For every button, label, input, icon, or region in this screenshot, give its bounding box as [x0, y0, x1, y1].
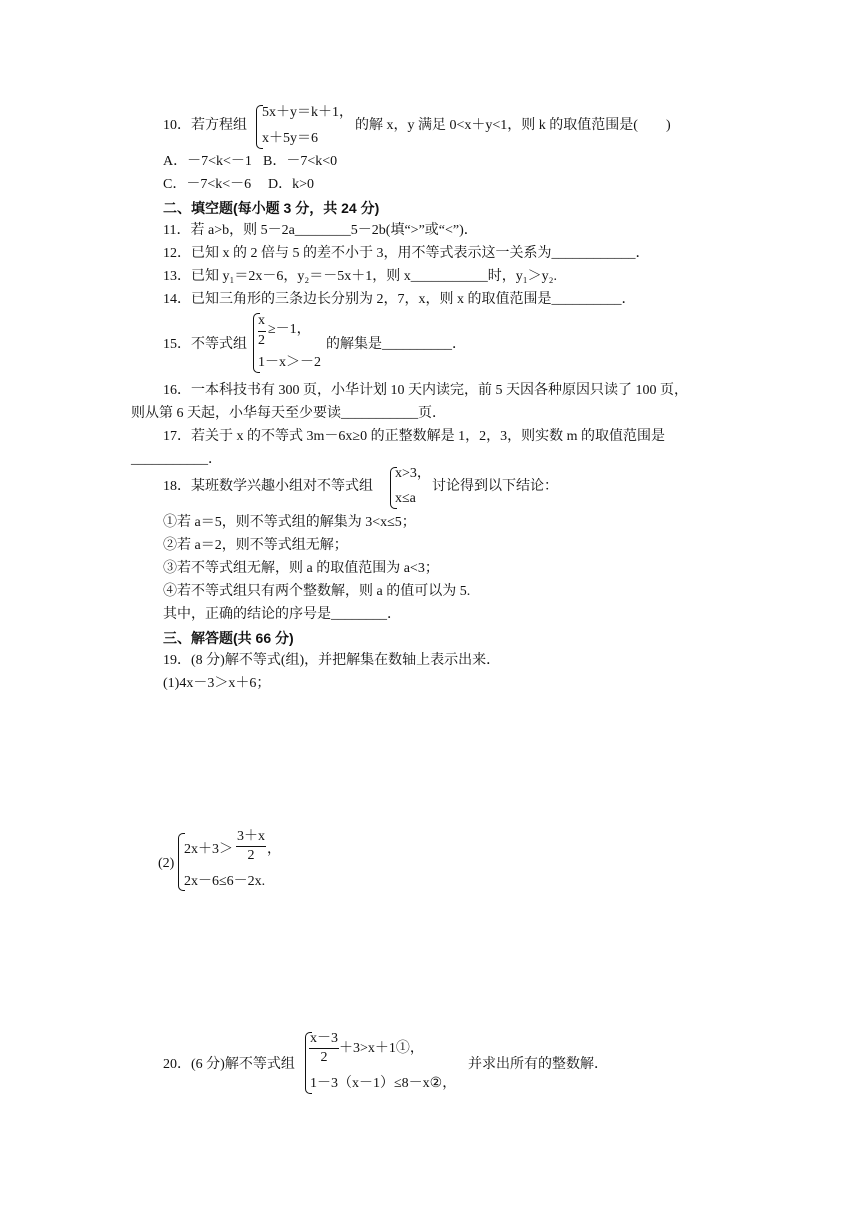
q19-part-2-label: (2) — [158, 856, 175, 871]
q18-conclusion-2: ②若 a＝2，则不等式组无解； — [163, 538, 348, 553]
q20-eq1-right: ＋3>x＋1①， — [339, 1041, 424, 1056]
question-13: 13．已知 y₁＝2x－6，y₂＝－5x＋1，则 x___________时，y₁＞y₂. — [163, 269, 558, 284]
q15-eq1-den: 2 — [258, 333, 265, 348]
q10-option-b: B．－7<k<0 — [263, 154, 338, 169]
q18-ask: 其中，正确的结论的序号是________． — [163, 607, 401, 622]
q18-suffix: 讨论得到以下结论： — [432, 479, 558, 494]
q20-suffix: 并求出所有的整数解． — [468, 1057, 608, 1072]
q19-part-1: (1)4x－3＞x＋6； — [163, 676, 271, 691]
q20-numerator: x－3 — [310, 1031, 338, 1046]
q10-prefix: 10．若方程组 — [163, 118, 247, 133]
question-11: 11．若 a>b，则 5－2a________5－2b(填“>”或“<”)． — [163, 223, 478, 238]
q15-eq2: 1－x＞－2 — [258, 355, 321, 370]
q20-eq2: 1－3（x－1）≤8－x②， — [310, 1076, 457, 1091]
q15-suffix: 的解集是__________． — [326, 337, 466, 352]
q20-denominator: 2 — [320, 1050, 328, 1065]
q18-conclusion-3: ③若不等式组无解，则 a 的取值范围为 a<3； — [163, 561, 439, 576]
question-16-line-2: 则从第 6 天起，小华每天至少要读___________页． — [131, 406, 446, 421]
q18-eq1: x>3， — [395, 466, 431, 481]
question-14: 14．已知三角形的三条边长分别为 2，7，x，则 x 的取值范围是__________． — [163, 292, 636, 307]
section-2-heading: 二、填空题(每小题 3 分，共 24 分) — [163, 200, 380, 216]
q20-fraction — [309, 1031, 339, 1066]
section-3-heading: 三、解答题(共 66 分) — [163, 630, 294, 646]
q15-eq1-rel: ≥－1， — [268, 322, 311, 337]
q19-part-2-eq2: 2x－6≤6－2x. — [184, 874, 266, 889]
question-17-line-1: 17．若关于 x 的不等式 3m－6x≥0 的正整数解是 1，2，3，则实数 m 的取值范围是 — [163, 429, 665, 444]
q15-eq1-num: x — [258, 313, 265, 328]
q10-eq1: 5x＋y＝k＋1， — [262, 105, 353, 120]
q10-eq2: x＋5y＝6 — [262, 131, 318, 146]
q19-part-2-fraction-bar — [236, 846, 266, 847]
q19-part-2-fraction — [236, 829, 266, 864]
q15-prefix: 15．不等式组 — [163, 337, 247, 352]
q18-prefix: 18．某班数学兴趣小组对不等式组 — [163, 479, 373, 494]
q19-part-2-eq1-left: 2x＋3＞ — [184, 842, 233, 857]
q10-option-d: D．k>0 — [268, 177, 315, 192]
q18-conclusion-1: ①若 a＝5，则不等式组的解集为 3<x≤5； — [163, 515, 416, 530]
question-17-line-2: ___________． — [131, 452, 222, 467]
q18-eq2: x≤a — [395, 491, 416, 506]
q20-fraction-bar — [309, 1048, 339, 1049]
q10-suffix: 的解 x，y 满足 0<x＋y<1，则 k 的取值范围是( ) — [355, 118, 671, 133]
q18-conclusion-4: ④若不等式组只有两个整数解，则 a 的值可以为 5. — [163, 584, 471, 599]
q19-part-2-denominator: 2 — [247, 848, 255, 863]
question-12: 12．已知 x 的 2 倍与 5 的差不小于 3，用不等式表示这一关系为____________． — [163, 246, 650, 261]
q19-part-2-numerator: 3＋x — [237, 829, 265, 844]
q10-option-c: C．－7<k<－6 — [163, 177, 252, 192]
question-16-line-1: 16．一本科技书有 300 页，小华计划 10 天内读完，前 5 天因各种原因只读了 100 页， — [163, 383, 688, 398]
q19-part-2-eq1-comma: ， — [267, 842, 281, 857]
q19-stem: 19．(8 分)解不等式(组)，并把解集在数轴上表示出来． — [163, 653, 501, 668]
q20-prefix: 20．(6 分)解不等式组 — [163, 1057, 295, 1072]
q10-option-a: A．－7<k<－1 — [163, 154, 252, 169]
